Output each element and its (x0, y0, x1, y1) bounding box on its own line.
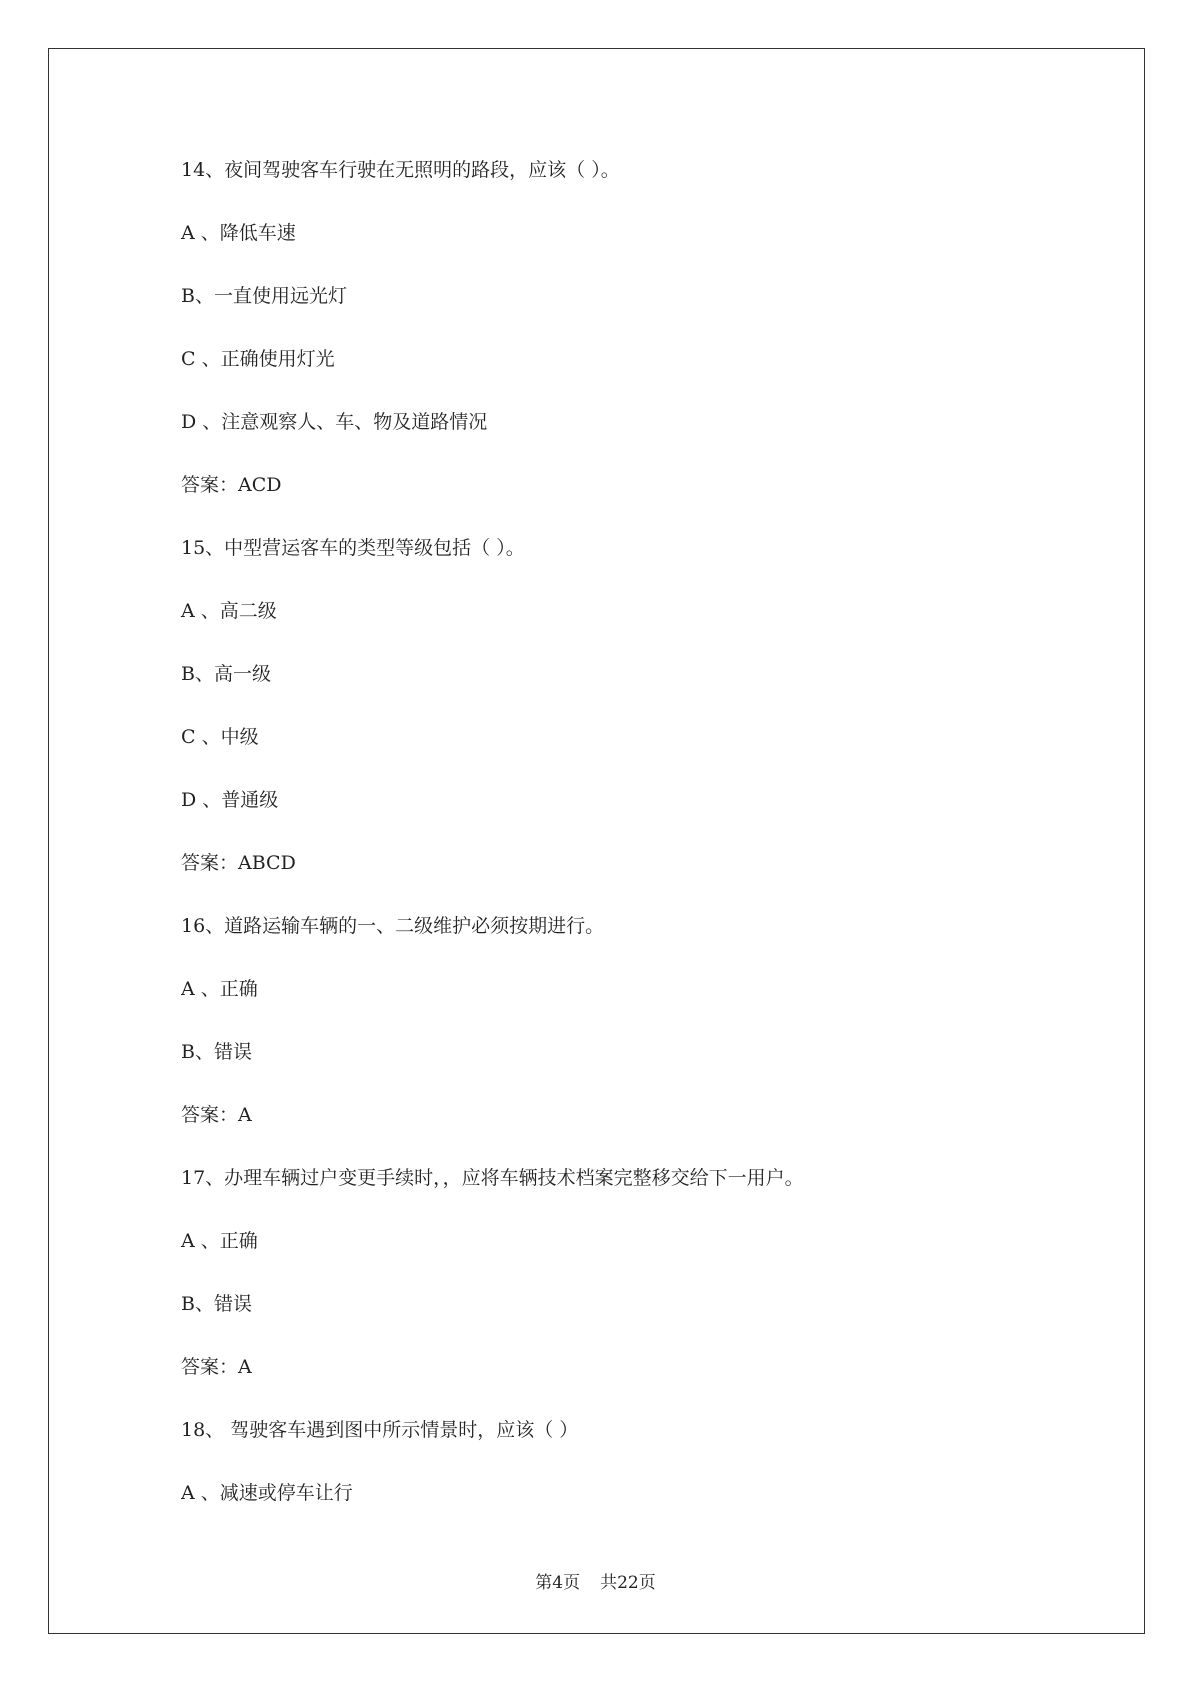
option-item: A 、高二级 (181, 600, 277, 622)
question-stem: 16、道路运输车辆的一、二级维护必须按期进行。 (181, 915, 605, 937)
option-item: A 、正确 (181, 1230, 258, 1252)
page-number: 第4页 (535, 1573, 581, 1593)
option-item: D 、普通级 (181, 789, 279, 811)
answer-line: 答案：ACD (181, 474, 282, 496)
option-item: B、高一级 (181, 663, 271, 685)
page-total: 共22页 (600, 1573, 656, 1593)
question-stem: 14、夜间驾驶客车行驶在无照明的路段，应该（ ）。 (181, 159, 620, 181)
answer-line: 答案：A (181, 1104, 252, 1126)
option-item: B、错误 (181, 1293, 252, 1315)
answer-line: 答案：A (181, 1356, 252, 1378)
option-item: C 、中级 (181, 726, 259, 748)
page-footer (0, 1572, 1191, 1594)
document-body (181, 158, 1081, 1544)
option-item: B、一直使用远光灯 (181, 285, 347, 307)
question-stem: 17、办理车辆过户变更手续时，，应将车辆技术档案完整移交给下一用户。 (181, 1167, 804, 1189)
option-item: A 、降低车速 (181, 222, 296, 244)
question-stem: 18、 驾驶客车遇到图中所示情景时，应该（ ） (181, 1419, 579, 1441)
question-stem: 15、中型营运客车的类型等级包括（ ）。 (181, 537, 525, 559)
option-item: A 、正确 (181, 978, 258, 1000)
option-item: C 、正确使用灯光 (181, 348, 335, 370)
option-item: A 、减速或停车让行 (181, 1482, 353, 1504)
option-item: B、错误 (181, 1041, 252, 1063)
answer-line: 答案：ABCD (181, 852, 296, 874)
option-item: D 、注意观察人、车、物及道路情况 (181, 411, 488, 433)
